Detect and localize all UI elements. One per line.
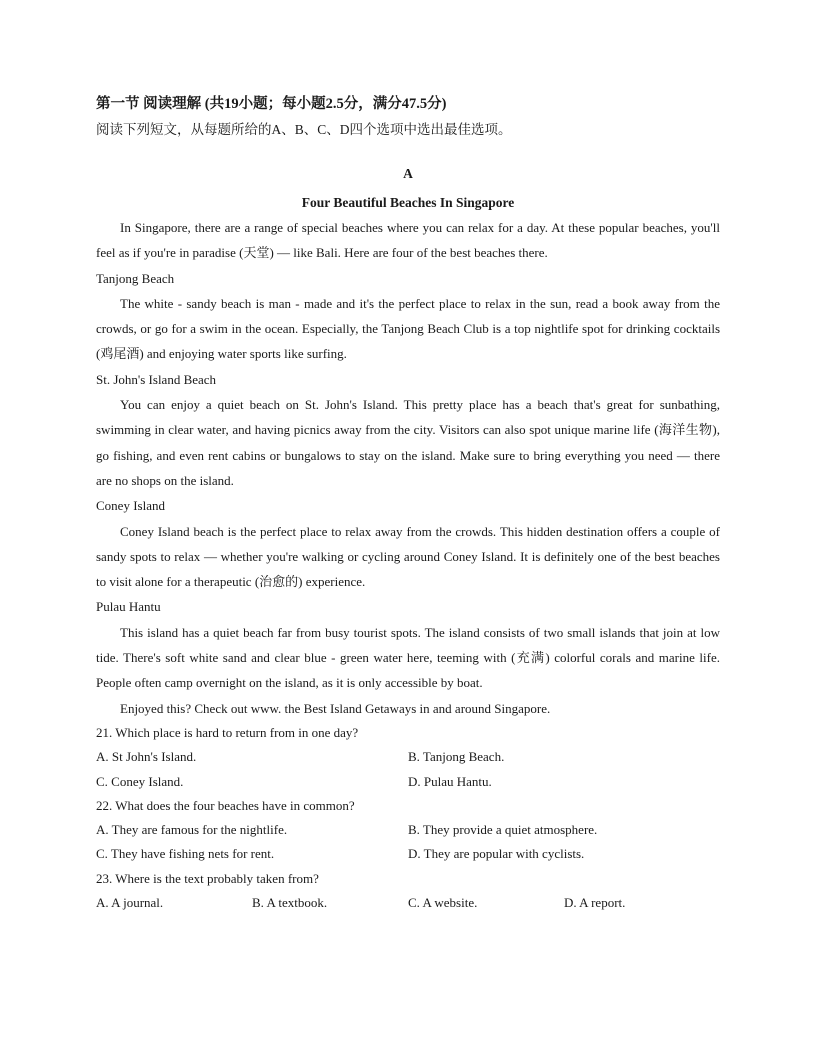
section-title: 第一节 阅读理解 (共19小题；每小题2.5分，满分47.5分): [96, 96, 447, 112]
option-d: D. Pulau Hantu.: [408, 773, 492, 789]
passage-title: Four Beautiful Beaches In Singapore: [301, 195, 515, 210]
option-a: A. A journal.: [96, 895, 164, 911]
passage-letter: A: [403, 166, 413, 181]
document-page: [96, 92, 720, 915]
section-heading-tanjong: Tanjong Beach: [96, 270, 175, 286]
section-text-tanjong: The white - sandy beach is man - made and it's the perfect place to relax in the sun, read a book away from the crowds, or go for a swim in the ocean. Especially, the Tanjong Beach Club is a top nightlife spot for drinking cocktails (鸡尾酒) and enjoying water sports like surfing.: [96, 295, 720, 362]
section-heading-st-johns: St. John's Island Beach: [96, 371, 217, 387]
question-stem: 23. Where is the text probably taken from?: [96, 870, 319, 886]
section-text-coney: Coney Island beach is the perfect place to relax away from the crowds. This hidden destination offers a couple of sandy spots to relax — whether you're walking or cycling around Coney Island. It is definitely one of the best beaches to visit alone for a therapeutic (治愈的) experience.: [96, 523, 720, 590]
question-options: [96, 818, 720, 867]
option-c: C. They have fishing nets for rent.: [96, 846, 275, 862]
section-text-pulau-hantu: This island has a quiet beach far from busy tourist spots. The island consists of two small islands that join at low tide. There's soft white sand and clear blue - green water here, teeming with (充满) colorful corals and marine life. People often camp overnight on the island, as it is only accessible by boat.: [96, 624, 720, 691]
section-heading-pulau-hantu: Pulau Hantu: [96, 599, 161, 615]
question-23: [96, 867, 720, 916]
option-a: A. They are famous for the nightlife.: [96, 822, 288, 838]
section-heading-coney: Coney Island: [96, 498, 165, 514]
option-b: B. They provide a quiet atmosphere.: [408, 822, 598, 838]
option-b: B. A textbook.: [252, 895, 328, 911]
instruction-text: 阅读下列短文，从每题所给的A、B、C、D四个选项中选出最佳选项。: [96, 122, 512, 137]
option-c: C. Coney Island.: [96, 773, 184, 789]
passage-closing: Enjoyed this? Check out www. the Best Island Getaways in and around Singapore.: [120, 700, 551, 716]
passage-intro: In Singapore, there are a range of special beaches where you can relax for a day. At these popular beaches, you'll feel as if you're in paradise (天堂) — like Bali. Here are four of the best beaches there.: [96, 220, 720, 261]
question-stem: 22. What does the four beaches have in common?: [96, 797, 355, 813]
question-stem: 21. Which place is hard to return from in one day?: [96, 724, 359, 740]
question-options: [96, 745, 720, 794]
question-options: [96, 891, 720, 915]
question-22: [96, 794, 720, 867]
option-b: B. Tanjong Beach.: [408, 749, 505, 765]
option-c: C. A website.: [408, 895, 478, 911]
question-21: [96, 721, 720, 794]
section-text-st-johns: You can enjoy a quiet beach on St. John's Island. This pretty place has a beach that's great for sunbathing, swimming in clear water, and having picnics away from the city. Visitors can also spot unique marine life (海洋生物), go fishing, and even rent cabins or bungalows to stay on the island. Make sure to bring everything you need — there are no shops on the island.: [96, 397, 720, 488]
option-d: D. A report.: [564, 895, 626, 911]
option-d: D. They are popular with cyclists.: [408, 846, 585, 862]
option-a: A. St John's Island.: [96, 749, 197, 765]
